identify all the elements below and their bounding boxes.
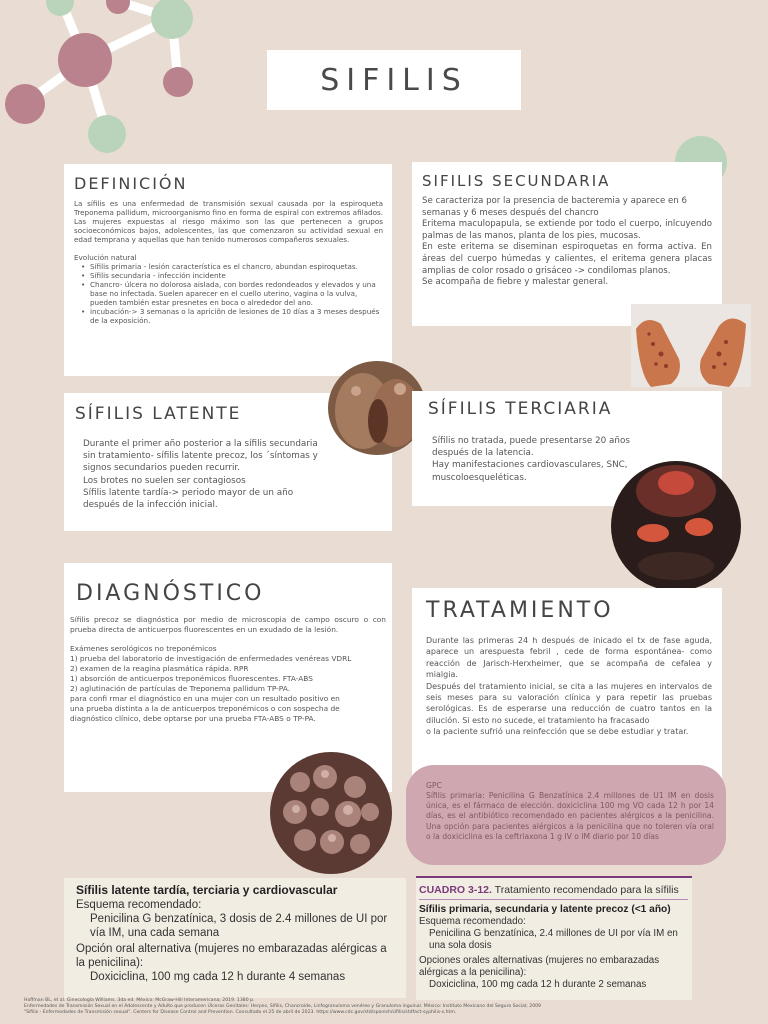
- book-right-title: Tratamiento recomendado para la sífilis: [494, 884, 679, 896]
- evolucion-list: [80, 262, 383, 325]
- diagnostico-line: 2) examen de la reagina plasmática rápida. RPR: [70, 664, 249, 673]
- secundaria-line: Se acompaña de fiebre y malestar general.: [422, 277, 609, 288]
- terciaria-line: Hay manifestaciones cardiovasculares, SNC, muscoloesqueléticas.: [432, 460, 628, 483]
- gpc-label: GPC: [426, 781, 442, 790]
- latente-line: Durante el primer año posterior a la sífilis secundaria sin tratamiento- sífilis latente precoz, los ´síntomas y signos secundarios pueden recurrir.: [83, 439, 318, 474]
- latente-line: Los brotes no suelen ser contagiosos: [83, 475, 246, 486]
- diagnostico-line: para confi rmar el diagnóstico en una mujer con un resultado positivo en una prueba distinta a la de anticuerpos treponémicos o con sospecha de diagnóstico clínico, debe optarse por una prueba FTA-ABS o TP-PA.: [70, 694, 340, 723]
- book-left-line: Opción oral alternativa (mujeres no embarazadas alérgicas a la penicilina):: [76, 943, 387, 969]
- tratamiento-p1: Durante las primeras 24 h después de inicado el tx de fase aguda, aparece un arespuesta febril , cede de forma espontánea- como reacción de Jarisch-Herxheimer, que se acompaña de cefalea y mialgia.: [426, 636, 712, 680]
- book-right-subtitle: Sífilis primaria, secundaria y latente precoz (<1 año): [419, 904, 671, 915]
- hands-rash-image: [631, 304, 751, 387]
- book-right-header: [419, 883, 688, 900]
- book-left-line: Penicilina G benzatínica, 3 dosis de 2.4 millones de UI por vía IM, una cada semana: [90, 913, 388, 939]
- hands-rash-photo: [631, 304, 751, 387]
- terciaria-line: Sífilis no tratada, puede presentarse 20 años después de la latencia.: [432, 436, 630, 459]
- definicion-card: [64, 164, 392, 376]
- molecule-decoration: [0, 0, 200, 165]
- gpc-body: Sífilis primaria: Penicilina G Benzatínica 2.4 millones de U1 IM en dosis única, es el fármaco de elección. doxiciclina 100 mg VO cada 12 h por 14 días, es el antibiótico recomendado en pacientes alérgicos a la penicilina. Una opción para pacientes alérgicos a la penicilina que no toleren vía oral o la doxiciclina es la ceftriaxona 1 g IV o IM diario por 10 días: [426, 791, 714, 841]
- references: [24, 998, 584, 1016]
- book-right-line: Penicilina G benzatínica, 2.4 millones de UI por vía IM en una sola dosis: [429, 928, 678, 952]
- diagnostico-line: 2) aglutinación de partículas de Treponema pallidum TP-PA.: [70, 684, 291, 693]
- secundaria-card: [412, 162, 722, 326]
- book-right-line: Doxiciclina, 100 mg cada 12 h durante 2 semanas: [429, 979, 647, 991]
- book-right-label: CUADRO 3-12.: [419, 884, 492, 896]
- reference-line: Hoffman BL, et al. Ginecología Williams. 3da ed. México: McGraw-Hill Interamericana; 2019. 1380 p.: [24, 998, 255, 1003]
- list-item: • Sífilis primaria - lesión característica es el chancro, abundan espiroquetas.: [80, 262, 383, 271]
- terciaria-heading: SÍFILIS TERCIARIA: [428, 399, 613, 419]
- secundaria-line: Eritema maculopapula, se extiende por todo el cuerpo, inlcuyendo palmas de las manos, planta de los pies, mucosas.: [422, 219, 712, 241]
- book-excerpt-left: [64, 878, 406, 998]
- book-right-line: Esquema recomendado:: [419, 916, 526, 927]
- reference-line: "Sífilis - Enfermedades de Transmisión sexual". Centers for Disease Control and Prevention. Consultado el 25 de abril de 2023. https://www.cdc.gov/std/spanish/sifilis/stdfact-syphilis-s.htm.: [24, 1010, 457, 1015]
- gpc-panel: [406, 765, 726, 865]
- latente-body: [75, 438, 378, 511]
- diagnostico-intro: Sífilis precoz se diagnóstica por medio de microscopia de campo oscuro o con prueba directa de anticuerpos fluorescentes en un exudado de la lesión.: [70, 615, 386, 634]
- book-left-line: Doxiciclina, 100 mg cada 12 h durante 4 semanas: [90, 971, 346, 983]
- definicion-body: La sífilis es una enfermedad de transmisión sexual causada por la espiroqueta Treponema pallidum, microorganismo fino en forma de espiral con extremos afilados. Las mujeres expuestas al riesgo máximo son las que pertenecen a grupos socioeconómicos bajos, adolescentes, las que comenzaron su actividad sexual en edad temprana y aquellas que han tenido numerosos compañeros sexuales.: [74, 199, 383, 244]
- definicion-heading: DEFINICIÓN: [74, 174, 188, 193]
- list-item: • incubación-> 3 semanas o la apriciõn de lesiones de 10 días a 3 meses después de la exposición.: [80, 307, 383, 325]
- evolucion-label: Evolución natural: [74, 253, 137, 262]
- diagnostico-heading: DIAGNÓSTICO: [76, 581, 265, 606]
- diagnostico-line: 1) prueba del laboratorio de investigación de enfermedades venéreas VDRL: [70, 654, 352, 663]
- gumma-photo: [611, 461, 741, 591]
- tratamiento-p2: Después del tratamiento inicial, se cita a las mujeres en intervalos de seis meses para su valoración clínica y para repetir las pruebas serológicas. Es de esperarse una reducción de cuatro tantos en la dilución. Si esto no sucede, el tratamiento ha fracasado: [426, 681, 712, 725]
- list-item: • Chancro- úlcera no dolorosa aislada, con bordes redondeados y elevados y una base no infectada. Suelen aparecer en el cuello uterino, vagina o la vulva, pueden también estar presnetes en boca o alrededor del ano.: [80, 280, 383, 307]
- gumma-image: [611, 461, 741, 591]
- tratamiento-card: [412, 588, 722, 782]
- diagnostico-line: 1) absorción de anticuerpos treponémicos fluorescentes. FTA-ABS: [70, 674, 313, 683]
- condyloma-photo: [270, 752, 392, 874]
- tratamiento-p3: o la paciente sufrió una reinfección que se debe estudiar y tratar.: [426, 727, 689, 737]
- list-item: • Sífilis secundaria - infección incidente: [80, 271, 383, 280]
- condyloma-image: [270, 752, 392, 874]
- latente-line: Sífilis latente tardía-> periodo mayor de un año después de la infección inicial.: [83, 487, 294, 511]
- diagnostico-label: Exámenes serológicos no treponémicos: [70, 644, 217, 653]
- book-right-line: Opciones orales alternativas (mujeres no embarazadas alérgicas a la penicilina):: [419, 954, 660, 978]
- title-box: [267, 50, 521, 110]
- book-left-line: Esquema recomendado:: [76, 899, 202, 911]
- secundaria-line: Se caracteriza por la presencia de bacteremia y aparece en 6 semanas y 6 meses después del chancro: [422, 196, 687, 218]
- book-excerpt-right: [416, 876, 692, 1000]
- reference-line: Enfermedades de Transmisión Sexual en el Adolescente y Adulto que producen Úlceras Genitales: Herpes, Sífilis, Chancroide, Linfogranuloma venéreo y Granuloma inguinal. México: Instituto Mexicano del Seguro Social; 2009: [24, 1004, 541, 1009]
- secundaria-heading: SIFILIS SECUNDARIA: [422, 172, 611, 190]
- page-title: SIFILIS: [320, 62, 468, 98]
- tratamiento-heading: TRATAMIENTO: [426, 598, 614, 623]
- book-left-title: Sífilis latente tardía, terciaria y cardiovascular: [76, 883, 338, 897]
- secundaria-line: En este eritema se diseminan espiroquetas en forma activa. En áreas del cuerpo húmedas y calientes, el eritema genera placas amplias de color rosado o grisáceo -> condilomas planos.: [422, 242, 712, 276]
- latente-heading: SÍFILIS LATENTE: [75, 404, 242, 424]
